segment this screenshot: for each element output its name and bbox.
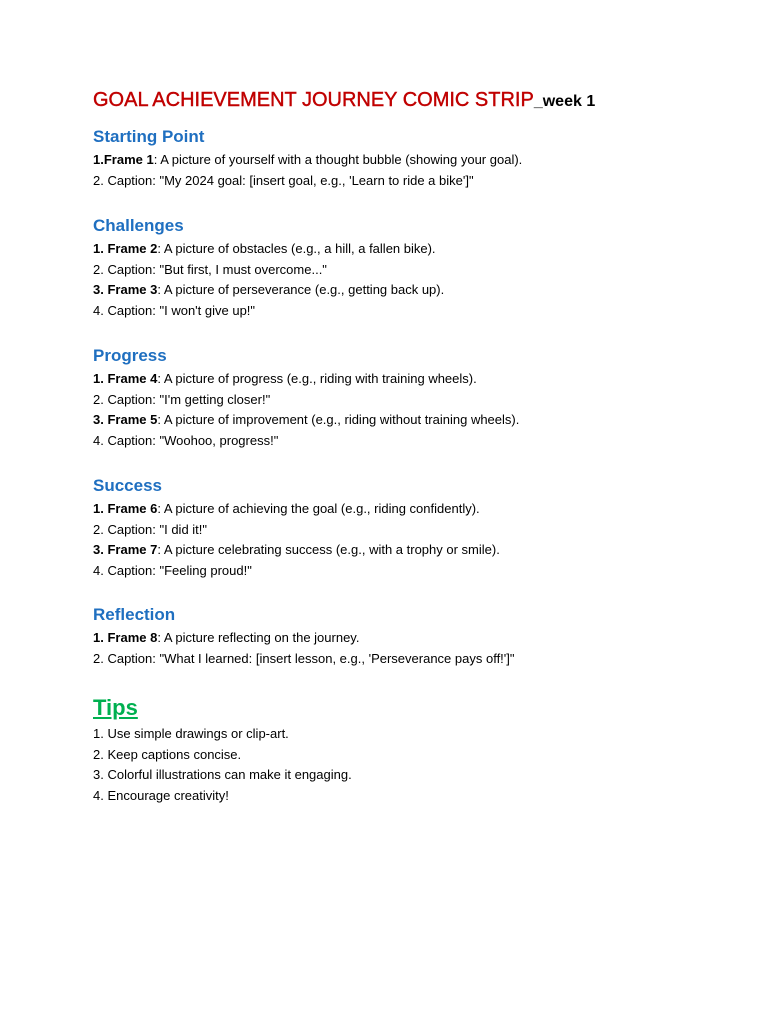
item-number: 4.	[93, 432, 104, 448]
document-title-suffix: _week 1	[533, 93, 596, 110]
item-number: 4.	[93, 562, 104, 578]
item-text: Caption: "But first, I must overcome..."	[103, 261, 327, 277]
item-number: 1.	[93, 501, 104, 516]
document-title	[93, 88, 595, 114]
item-text: Caption: "Feeling proud!"	[103, 562, 252, 578]
section-success	[93, 475, 733, 581]
item-number: 1.	[93, 241, 104, 256]
list-item	[93, 561, 733, 582]
item-number: 2.	[93, 261, 104, 277]
item-text: : A picture of yourself with a thought bubble (showing your goal).	[153, 152, 523, 167]
item-text: Caption: "I'm getting closer!"	[103, 391, 271, 407]
section-heading: Challenges	[93, 216, 184, 235]
list-item	[93, 239, 733, 260]
item-number: 4.	[93, 302, 104, 318]
item-label: Frame 1	[103, 152, 154, 167]
list-item	[93, 171, 733, 192]
item-text: : A picture of progress (e.g., riding with training wheels).	[157, 371, 477, 386]
section-challenges	[93, 215, 733, 321]
item-label: Frame 2	[107, 241, 158, 256]
item-label: Frame 8	[107, 630, 158, 645]
item-text: Caption: "I did it!"	[103, 521, 208, 537]
tip-item: 1. Use simple drawings or clip-art.	[93, 726, 289, 741]
item-label: Frame 6	[107, 501, 158, 516]
list-item	[93, 301, 733, 322]
list-item	[93, 628, 733, 649]
item-label: Frame 3	[107, 282, 158, 297]
item-number: 1.	[93, 371, 104, 386]
list-item	[93, 520, 733, 541]
section-heading: Reflection	[93, 605, 176, 624]
section-heading: Starting Point	[93, 127, 205, 146]
item-text: : A picture of improvement (e.g., riding without training wheels).	[157, 412, 520, 427]
item-text: : A picture celebrating success (e.g., with a trophy or smile).	[157, 542, 500, 557]
item-text: Caption: "What I learned: [insert lesson, e.g., 'Perseverance pays off!']"	[103, 650, 515, 666]
section-heading: Success	[93, 476, 162, 495]
item-number: 1.	[93, 630, 104, 645]
item-text: : A picture of achieving the goal (e.g., riding confidently).	[157, 501, 480, 516]
section-reflection	[93, 604, 733, 669]
document-title-main: GOAL ACHIEVEMENT JOURNEY COMIC STRIP	[93, 89, 534, 111]
list-item	[93, 390, 733, 411]
item-text: : A picture reflecting on the journey.	[157, 630, 360, 645]
list-item	[93, 540, 733, 561]
item-text: Caption: "My 2024 goal: [insert goal, e.g., 'Learn to ride a bike']"	[103, 172, 474, 188]
section-tips	[93, 694, 733, 806]
list-item	[93, 499, 733, 520]
section-heading: Progress	[93, 346, 167, 365]
list-item	[93, 150, 733, 171]
item-text: Caption: "I won't give up!"	[103, 302, 256, 318]
item-number: 2.	[93, 172, 104, 188]
tip-item: 2. Keep captions concise.	[93, 746, 242, 762]
item-number: 3.	[93, 412, 104, 427]
tip-item: 3. Colorful illustrations can make it engaging.	[93, 767, 352, 782]
item-text: Caption: "Woohoo, progress!"	[103, 432, 279, 448]
section-starting-point	[93, 126, 733, 191]
item-number: 2.	[93, 391, 104, 407]
list-item	[93, 649, 733, 670]
item-number: 2.	[93, 521, 104, 537]
list-item	[93, 431, 733, 452]
section-progress	[93, 345, 733, 451]
list-item	[93, 260, 733, 281]
tip-item: 4. Encourage creativity!	[93, 787, 229, 803]
item-text: : A picture of perseverance (e.g., getting back up).	[157, 282, 445, 297]
item-text: : A picture of obstacles (e.g., a hill, a fallen bike).	[157, 241, 436, 256]
item-label: Frame 4	[107, 371, 158, 386]
item-label: Frame 7	[107, 542, 158, 557]
item-number: 2.	[93, 650, 104, 666]
list-item	[93, 280, 733, 301]
tips-heading: Tips	[93, 695, 138, 720]
item-label: Frame 5	[107, 412, 158, 427]
item-number: 3.	[93, 542, 104, 557]
item-number: 3.	[93, 282, 104, 297]
item-number: 1.	[93, 152, 104, 167]
list-item	[93, 410, 733, 431]
list-item	[93, 369, 733, 390]
